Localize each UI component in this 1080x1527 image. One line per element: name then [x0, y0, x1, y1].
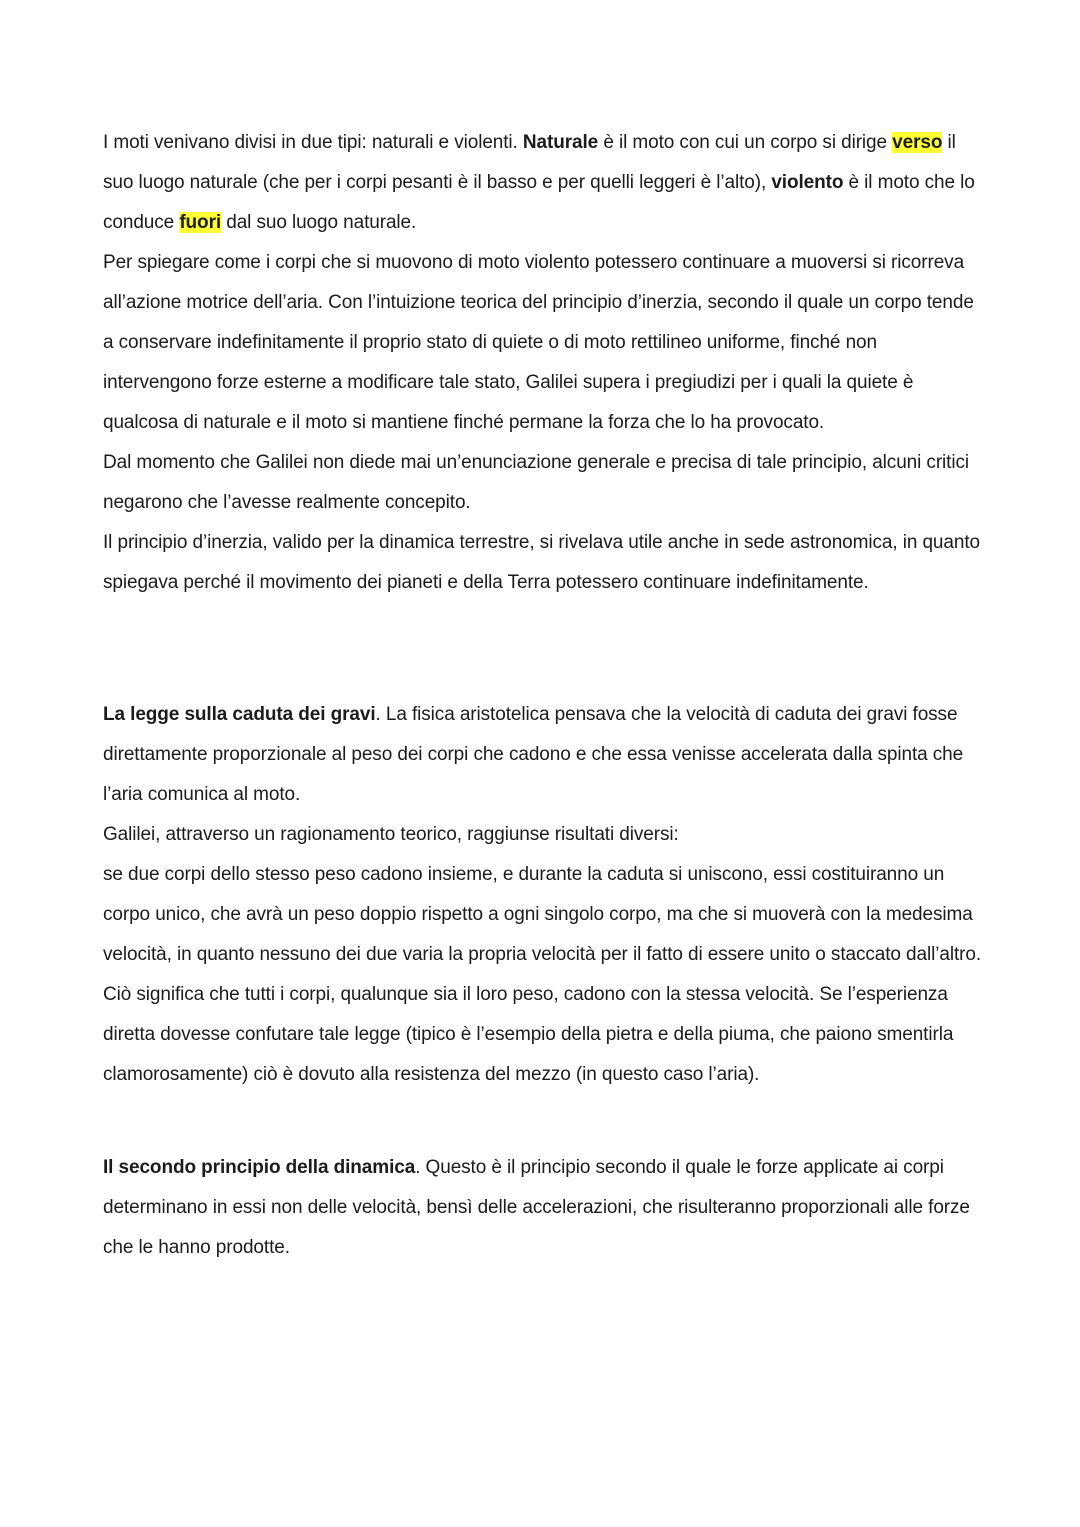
text-run: . La fisica aristotelica pensava che la velocità di caduta dei gravi fosse direttamente proporzionale al peso dei corpi che cadono e che essa venisse accelerata dalla spinta che l’aria comunica al moto.: [103, 704, 964, 805]
section-heading-secondo-principio: Il secondo principio della dinamica: [103, 1157, 416, 1178]
paragraph-secondo-principio: [103, 1148, 983, 1268]
paragraph-astronomia: Il principio d’inerzia, valido per la dinamica terrestre, si rivelava utile anche in sede astronomica, in quanto spiegava perché il movimento dei pianeti e della Terra potessero continuare indefinitamente.: [103, 532, 980, 593]
paragraph-inerzia: Per spiegare come i corpi che si muovono di moto violento potessero continuare a muoversi si ricorreva all’azione motrice dell’aria. Con l’intuizione teorica del principio d’inerzia, secondo il quale un corpo tende a conservare indefinitamente il proprio stato di quiete o di moto rettilineo uniforme, finché non intervengono forze esterne a modificare tale stato, Galilei supera i pregiudizi per i quali la quiete è qualcosa di naturale e il moto si mantiene finché permane la forza che lo ha provocato.: [103, 252, 974, 433]
paragraph-caduta-intro: [103, 695, 983, 815]
paragraph-due-corpi: se due corpi dello stesso peso cadono insieme, e durante la caduta si uniscono, essi costituiranno un corpo unico, che avrà un peso doppio rispetto a ogni singolo corpo, ma che si muoverà con la medesima velocità, in quanto nessuno dei due varia la propria velocità per il fatto di essere unito o staccato dall’altro. Ciò significa che tutti i corpi, qualunque sia il loro peso, cadono con la stessa velocità. Se l’esperienza diretta dovesse confutare tale legge (tipico è l’esempio della pietra e della piuma, che paiono smentirla clamorosamente) ciò è dovuto alla resistenza del mezzo (in questo caso l’aria).: [103, 864, 981, 1085]
paragraph-galilei-risultati: Galilei, attraverso un ragionamento teorico, raggiunse risultati diversi:: [103, 824, 679, 845]
highlight-fuori: fuori: [179, 212, 222, 233]
bold-term-violento: violento: [771, 172, 844, 193]
text-run: dal suo luogo naturale.: [221, 212, 417, 233]
text-run: il suo luogo naturale (che per i corpi pesanti è il basso e per quelli leggeri è l’alto),: [103, 132, 956, 193]
bold-term-naturale: Naturale: [522, 132, 599, 153]
section-caduta-gravi: [103, 695, 983, 1095]
text-run: . Questo è il principio secondo il quale le forze applicate ai corpi determinano in essi non delle velocità, bensì delle accelerazioni, che risulteranno proporzionali alle forze che le hanno prodotte.: [103, 1157, 970, 1258]
text-run: I moti venivano divisi in due tipi: naturali e violenti.: [103, 132, 523, 153]
highlight-verso: verso: [892, 132, 943, 153]
section-secondo-principio: [103, 1148, 983, 1268]
section-heading-caduta: La legge sulla caduta dei gravi: [103, 704, 376, 725]
section-inertia: [103, 123, 983, 603]
paragraph-moti: [103, 123, 983, 243]
text-run: è il moto che lo conduce: [103, 172, 975, 233]
text-run: è il moto con cui un corpo si dirige: [598, 132, 893, 153]
paragraph-enunciazione: Dal momento che Galilei non diede mai un’enunciazione generale e precisa di tale principio, alcuni critici negarono che l’avesse realmente concepito.: [103, 452, 969, 513]
